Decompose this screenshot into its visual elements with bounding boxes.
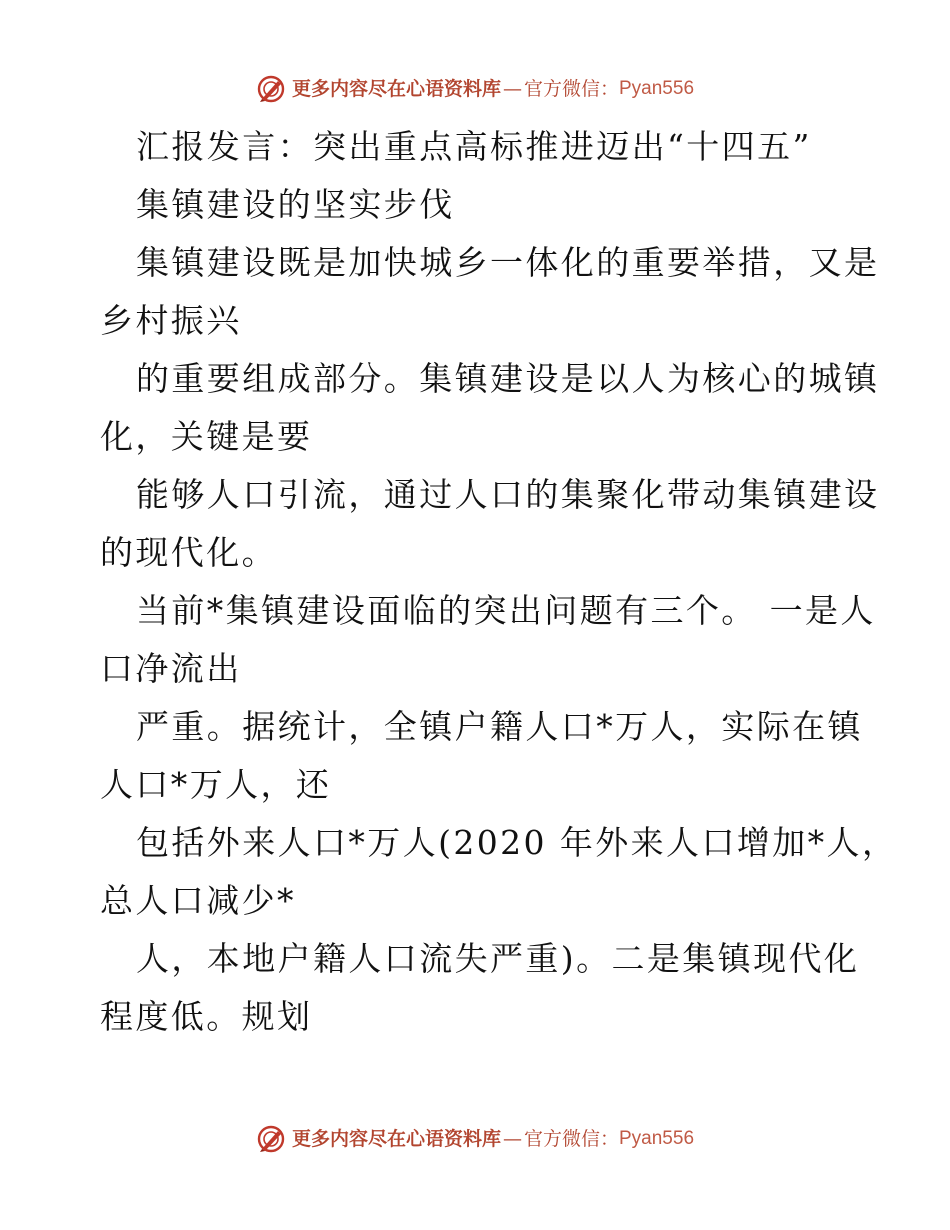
text-line: 严重。据统计，全镇户籍人口*万人，实际在镇 [136,707,863,746]
banner-wechat-label: 官方微信： [523,78,619,100]
footer-banner [0,1124,950,1154]
banner-text: 更多内容尽在心语资料库 [291,1128,501,1150]
banner-wechat-id: Pyan556 [619,78,695,99]
text-line: 人，本地户籍人口流失严重)。二是集镇现代化 [136,939,860,978]
text-line: 集镇建设的坚实步伐 [136,185,455,224]
text-line: 的现代化。 [100,533,277,572]
text-line: 的重要组成部分。集镇建设是以人为核心的城镇 [136,359,880,398]
text-line: 集镇建设既是加快城乡一体化的重要举措，又是 [136,243,880,282]
text-line: 能够人口引流，通过人口的集聚化带动集镇建设 [136,475,880,514]
header-banner [0,74,950,104]
banner-dash: — [502,1128,522,1150]
text-line: 化，关键是要 [100,417,313,456]
banner-text: 更多内容尽在心语资料库 [291,78,501,100]
banner-wechat-label: 官方微信： [523,1128,619,1150]
text-line: 人口*万人，还 [100,765,332,804]
text-line: 当前*集镇建设面临的突出问题有三个。 一是人 [136,591,876,630]
banner-wechat-id: Pyan556 [619,1128,695,1149]
document-body [100,118,898,1046]
text-line: 包括外来人口*万人(2020 年外来人口增加*人， [136,823,898,862]
pen-logo-icon [256,1124,286,1154]
text-line: 乡村振兴 [100,301,242,340]
text-line: 汇报发言：突出重点高标推进迈出“十四五” [136,127,812,166]
text-line: 口净流出 [100,649,242,688]
pen-logo-icon [256,74,286,104]
banner-dash: — [502,78,522,100]
text-line: 程度低。规划 [100,997,313,1036]
text-line: 总人口减少* [100,881,296,920]
